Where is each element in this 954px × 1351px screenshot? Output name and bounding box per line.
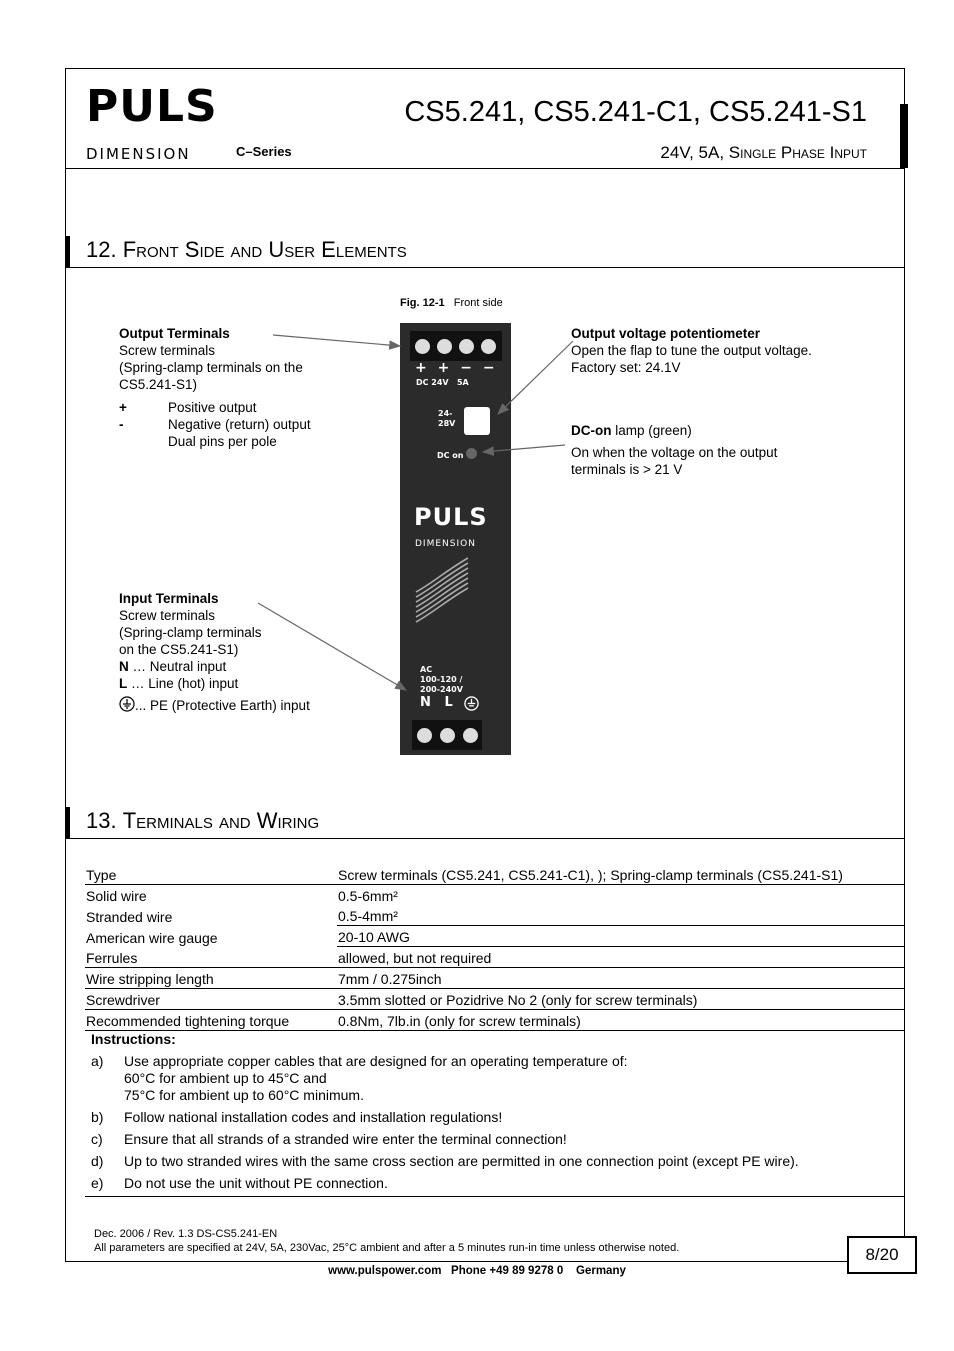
spec-key: Screwdriver (85, 989, 337, 1010)
dc-on-arrow (483, 445, 565, 452)
table-row (85, 989, 905, 1010)
table-row (85, 885, 905, 906)
instruction-text: 60°C for ambient up to 45°C and (124, 1070, 327, 1086)
figure-label: Fig. 12-1 (400, 297, 445, 309)
section13-bar (65, 807, 70, 839)
page-subtitle: 24V, 5A, Single Phase Input (660, 143, 867, 162)
input-terminals-arrow (258, 603, 406, 690)
instruction-letter: e) (91, 1175, 104, 1191)
ac-label-1: AC (420, 665, 433, 674)
instruction-letter: c) (91, 1131, 103, 1147)
dual-pins-note: Dual pins per pole (168, 434, 277, 449)
section13-heading (86, 808, 319, 834)
pot-label-line2: 28V (438, 419, 456, 428)
instruction-text: 75°C for ambient up to 60°C minimum. (124, 1087, 364, 1103)
instruction-text: Use appropriate copper cables that are designed for an operating temperature of: (124, 1053, 628, 1069)
instruction-text: Do not use the unit without PE connection. (124, 1175, 388, 1191)
ac-label-2: 100-120 / (420, 675, 463, 684)
instructions-bottom-rule (85, 1196, 905, 1197)
instruction-text: Follow national installation codes and installation regulations! (124, 1109, 503, 1125)
footer-note: All parameters are specified at 24V, 5A, 230Vac, 25°C ambient and after a 5 minutes run-in time unless otherwise noted. (94, 1242, 680, 1254)
minus-description: Negative (return) output (168, 417, 311, 432)
table-row (85, 864, 905, 885)
footer-contact[interactable]: www.pulspower.com Phone +49 89 9278 0 Germany (328, 1265, 626, 1277)
instruction-text: Up to two stranded wires with the same cross section are permitted in one connection point (except PE wire). (124, 1153, 799, 1169)
spec-key: Ferrules (85, 947, 337, 968)
table-row (85, 968, 905, 989)
output-terminals-line2: (Spring-clamp terminals on the (119, 360, 303, 375)
spec-key: Stranded wire (86, 908, 173, 925)
output-terminals-title: Output Terminals (119, 326, 230, 341)
instruction-text: Ensure that all strands of a stranded wire enter the terminal connection! (124, 1131, 567, 1147)
instruction-letter: b) (91, 1109, 104, 1125)
section13-number: 13. (86, 808, 117, 833)
potentiometer-line2: Factory set: 24.1V (571, 360, 681, 375)
figure-caption-text: Front side (453, 297, 503, 309)
spec-value: Screw terminals (CS5.241, CS5.241-C1), ); Spring-clamp terminals (CS5.241-S1) (337, 864, 905, 885)
plus-symbol: + (119, 400, 127, 415)
l-text: … Line (hot) input (127, 676, 239, 691)
section12-number: 12. (86, 237, 117, 262)
spec-value: 3.5mm slotted or Pozidrive No 2 (only for screw terminals) (337, 989, 905, 1010)
input-terminals-title: Input Terminals (119, 591, 219, 606)
section13-title: Terminals and Wiring (122, 808, 320, 833)
n-symbol: N (119, 659, 129, 674)
minus-symbol: - (119, 417, 124, 432)
n-l-labels: N L (420, 695, 453, 710)
output-terminals-line3: CS5.241-S1) (119, 377, 198, 392)
l-symbol: L (119, 676, 128, 691)
device-puls-logo: PULS (414, 503, 488, 531)
dimension-logo: DIMENSION (86, 145, 191, 163)
puls-logo: PULS (86, 81, 218, 132)
output-terminals-line1: Screw terminals (119, 343, 216, 358)
series-label: C–Series (236, 144, 292, 159)
spec-key: Wire stripping length (85, 968, 337, 989)
potentiometer-title: Output voltage potentiometer (571, 326, 760, 341)
spec-key: Type (85, 864, 337, 885)
potentiometer-arrow (498, 341, 573, 414)
instructions-title: Instructions: (91, 1031, 176, 1047)
input-terminals-line1: Screw terminals (119, 608, 216, 623)
dc-on-line2: terminals is > 21 V (571, 462, 683, 477)
ac-label-3: 200-240V (420, 685, 463, 694)
spec-value: 20-10 AWG (337, 926, 905, 947)
output-polarity-signs: + + − − (415, 360, 498, 376)
output-terminals-arrow (273, 335, 400, 346)
instruction-letter: d) (91, 1153, 104, 1169)
device-dimension-logo: DIMENSION (415, 539, 476, 549)
spec-value: allowed, but not required (337, 947, 905, 968)
page-title: CS5.241, CS5.241-C1, CS5.241-S1 (404, 96, 867, 128)
spec-value: 0.5-4mm² (337, 905, 905, 926)
table-row (85, 947, 905, 968)
dc-on-title: DC-on (571, 423, 612, 438)
page-number: 8/20 (865, 1245, 899, 1264)
spec-key: American wire gauge (86, 929, 218, 946)
instruction-letter: a) (91, 1053, 104, 1069)
dc-on-line1: On when the voltage on the output (571, 445, 778, 460)
dc-on-device-label: DC on (437, 451, 464, 460)
section13-underline (65, 838, 905, 839)
table-row (85, 905, 905, 926)
table-row (85, 926, 905, 947)
spec-key: Solid wire (86, 888, 147, 904)
spec-key: Recommended tightening torque (85, 1010, 337, 1031)
spec-value: 7mm / 0.275inch (337, 968, 905, 989)
potentiometer-line1: Open the flap to tune the output voltage. (571, 343, 812, 358)
n-text: … Neutral input (128, 659, 227, 674)
table-row (85, 1010, 905, 1031)
input-terminals-line2: (Spring-clamp terminals (119, 625, 262, 640)
pot-label-line1: 24- (438, 409, 453, 418)
pe-text: ... PE (Protective Earth) input (135, 698, 310, 713)
wiring-spec-table (85, 864, 905, 1031)
footer-date: Dec. 2006 / Rev. 1.3 DS-CS5.241-EN (94, 1228, 278, 1240)
dc-on-title-rest: lamp (green) (611, 423, 692, 438)
spec-value: 0.8Nm, 7lb.in (only for screw terminals) (337, 1010, 905, 1031)
input-terminals-line3: on the CS5.241-S1) (119, 642, 239, 657)
section12-title: Front Side and User Elements (122, 237, 407, 262)
spec-value: 0.5-6mm² (338, 888, 398, 904)
plus-description: Positive output (168, 400, 257, 415)
output-rating-label: DC 24V 5A (416, 378, 469, 387)
